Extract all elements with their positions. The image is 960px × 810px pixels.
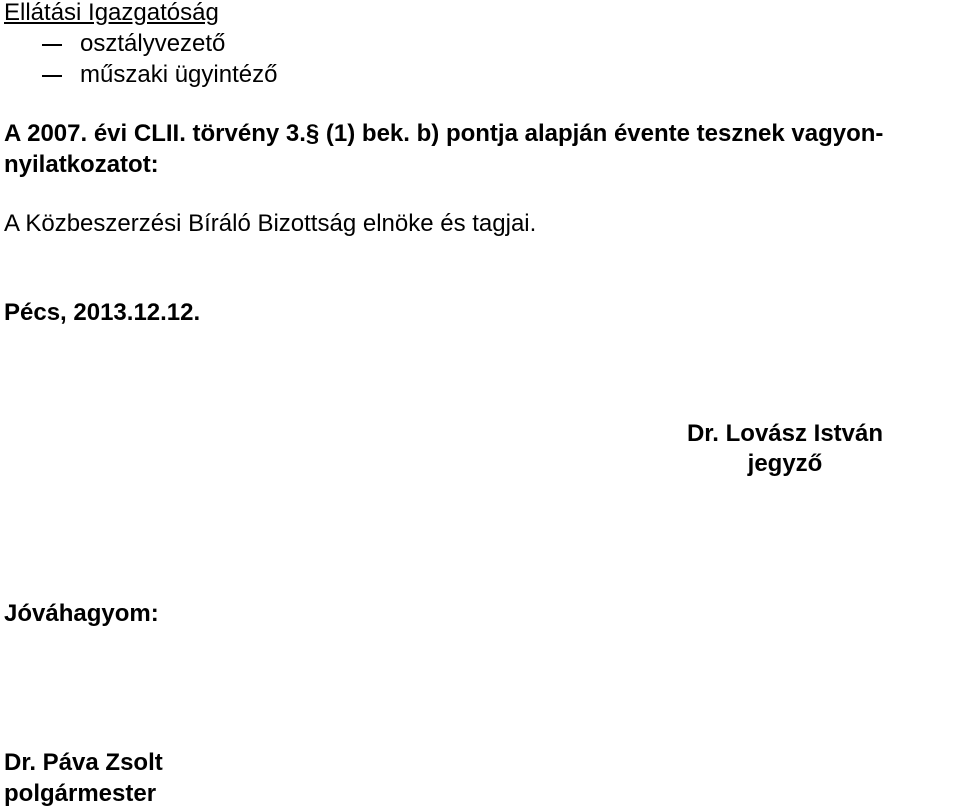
dash-bullet-icon: [42, 75, 62, 77]
department-title: Ellátási Igazgatóság: [4, 0, 219, 26]
notary-title: jegyző: [747, 450, 823, 477]
notary-name: Dr. Lovász István: [686, 420, 884, 447]
position-osztalyvezeto: osztályvezető: [80, 30, 226, 57]
place-date: Pécs, 2013.12.12.: [4, 299, 201, 326]
law-statement-line1: A 2007. évi CLII. törvény 3.§ (1) bek. b) pontja alapján évente tesznek vagyon-: [4, 120, 884, 147]
notary-signature-block: [660, 419, 910, 479]
mayor-name: Dr. Páva Zsolt: [4, 749, 163, 776]
position-muszaki-ugyintezo: műszaki ügyintéző: [80, 61, 278, 88]
law-statement-line2: nyilatkozatot:: [4, 151, 159, 178]
mayor-title: polgármester: [4, 780, 157, 807]
committee-text: A Közbeszerzési Bíráló Bizottság elnöke és tagjai.: [4, 210, 537, 237]
dash-bullet-icon: [42, 44, 62, 46]
approval-label: Jóváhagyom:: [4, 600, 159, 627]
